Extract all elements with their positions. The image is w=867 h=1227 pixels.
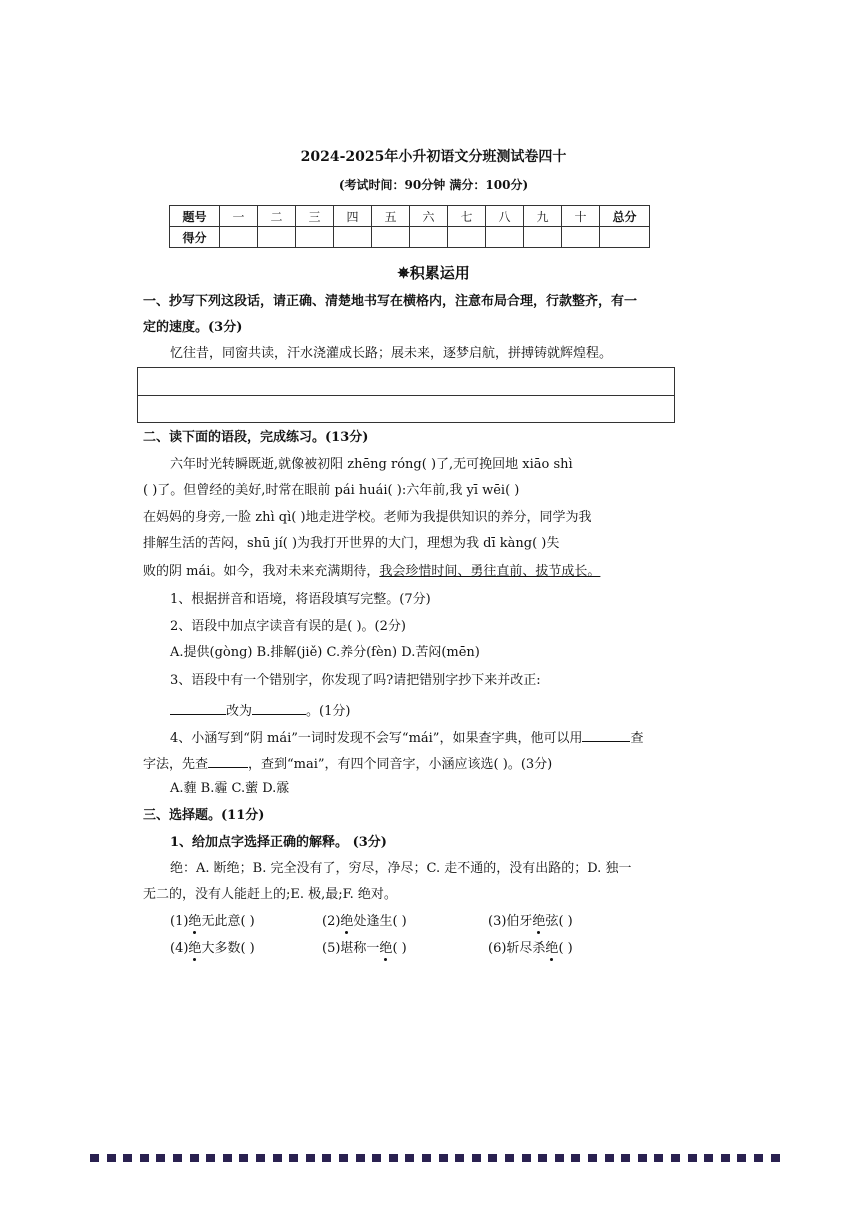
item-prefix: (3)伯牙 bbox=[488, 914, 533, 929]
border-dash bbox=[754, 1154, 763, 1162]
item-prefix: (4) bbox=[170, 941, 189, 956]
score-cell[interactable] bbox=[220, 227, 258, 248]
score-cell[interactable] bbox=[372, 227, 410, 248]
border-dash bbox=[737, 1154, 746, 1162]
border-dash bbox=[721, 1154, 730, 1162]
border-dash bbox=[123, 1154, 132, 1162]
border-dash bbox=[555, 1154, 564, 1162]
q1-prompt-line2: 定的速度。(3分) bbox=[143, 320, 243, 335]
score-cell[interactable] bbox=[562, 227, 600, 248]
dotted-char: 绝 bbox=[532, 914, 546, 929]
score-cell[interactable] bbox=[258, 227, 296, 248]
dotted-char: 绝 bbox=[340, 914, 354, 929]
q2-passage-line5 bbox=[143, 564, 600, 580]
border-dash bbox=[256, 1154, 265, 1162]
border-dash bbox=[223, 1154, 232, 1162]
row-label-question-number: 题号 bbox=[170, 206, 220, 227]
border-dash bbox=[571, 1154, 580, 1162]
col-1: 一 bbox=[220, 206, 258, 227]
q2-sub4-mid: ，查到“mai”，有四个同音字，小涵应该选( )。(3分) bbox=[248, 757, 553, 772]
border-dash bbox=[107, 1154, 116, 1162]
item-suffix: ( ) bbox=[392, 941, 407, 956]
border-dash bbox=[771, 1154, 780, 1162]
score-cell[interactable] bbox=[334, 227, 372, 248]
border-dash bbox=[140, 1154, 149, 1162]
border-dash bbox=[90, 1154, 99, 1162]
q2-sub3-answer-line bbox=[170, 700, 350, 720]
col-7: 七 bbox=[448, 206, 486, 227]
border-dash bbox=[322, 1154, 331, 1162]
exam-title: 2024-2025年小升初语文分班测试卷四十 bbox=[300, 149, 567, 165]
score-table bbox=[169, 205, 650, 248]
col-8: 八 bbox=[486, 206, 524, 227]
border-dash bbox=[588, 1154, 597, 1162]
score-cell[interactable] bbox=[486, 227, 524, 248]
writing-grid[interactable] bbox=[137, 367, 675, 423]
col-6: 六 bbox=[410, 206, 448, 227]
item-suffix: ( ) bbox=[558, 941, 573, 956]
q2-sub4-end: 查 bbox=[630, 731, 644, 746]
score-cell[interactable] bbox=[410, 227, 448, 248]
item-prefix: (2) bbox=[322, 914, 341, 929]
border-dash bbox=[173, 1154, 182, 1162]
item-suffix: 无此意( ) bbox=[201, 914, 255, 929]
border-dash bbox=[356, 1154, 365, 1162]
q2-underlined-sentence: 我会珍惜时间、勇往直前、拔节成长。 bbox=[379, 564, 601, 579]
q3-definition-line1: 绝：A. 断绝；B. 完全没有了，穷尽，净尽；C. 走不通的，没有出路的；D. 独一 bbox=[170, 861, 632, 876]
item-prefix: (6)斩尽杀 bbox=[488, 941, 546, 956]
border-dash bbox=[538, 1154, 547, 1162]
border-dash bbox=[306, 1154, 315, 1162]
score-table-header-row bbox=[170, 206, 650, 227]
q2-sub3: 3、语段中有一个错别字，你发现了吗?请把错别字抄下来并改正: bbox=[170, 673, 541, 688]
exam-subtitle: (考试时间：90分钟 满分：100分) bbox=[338, 178, 529, 192]
border-dash bbox=[505, 1154, 514, 1162]
border-dash bbox=[654, 1154, 663, 1162]
col-2: 二 bbox=[258, 206, 296, 227]
dotted-char: 绝 bbox=[188, 914, 202, 929]
answer-blank[interactable] bbox=[170, 700, 226, 715]
answer-blank[interactable] bbox=[252, 700, 306, 715]
q2-sub4-line1 bbox=[170, 727, 643, 747]
q2-passage-line5-text: 败的阴 mái。如今，我对未来充满期待， bbox=[143, 564, 380, 579]
col-total: 总分 bbox=[600, 206, 650, 227]
border-dash bbox=[605, 1154, 614, 1162]
score-cell[interactable] bbox=[524, 227, 562, 248]
border-dash bbox=[522, 1154, 531, 1162]
q3-item-1 bbox=[170, 914, 255, 930]
border-dash bbox=[621, 1154, 630, 1162]
q2-passage-line3: 在妈妈的身旁,一脸 zhì qì( )地走进学校。老师为我提供知识的养分，同学为我 bbox=[143, 510, 592, 525]
q2-sub4-options: A.薶 B.霾 C.藌 D.霡 bbox=[170, 781, 290, 796]
answer-blank[interactable] bbox=[208, 753, 248, 768]
q3-item-4 bbox=[170, 941, 255, 957]
q3-item-6 bbox=[488, 941, 573, 957]
item-prefix: (1) bbox=[170, 914, 189, 929]
score-table-score-row bbox=[170, 227, 650, 248]
border-dash bbox=[206, 1154, 215, 1162]
section-heading: ✵积累运用 bbox=[397, 264, 470, 282]
item-suffix: 处逢生( ) bbox=[353, 914, 407, 929]
q2-heading: 二、读下面的语段，完成练习。(13分) bbox=[143, 430, 369, 445]
border-dash bbox=[422, 1154, 431, 1162]
row-label-score: 得分 bbox=[170, 227, 220, 248]
col-4: 四 bbox=[334, 206, 372, 227]
answer-blank[interactable] bbox=[582, 727, 630, 742]
q2-passage-line4: 排解生活的苦闷，shū jí( )为我打开世界的大门，理想为我 dī kàng( )失 bbox=[143, 536, 560, 551]
border-dash bbox=[339, 1154, 348, 1162]
q2-sub1: 1、根据拼音和语境，将语段填写完整。(7分) bbox=[170, 592, 431, 607]
border-dash bbox=[472, 1154, 481, 1162]
writing-grid-divider bbox=[138, 395, 674, 396]
q1-prompt-line1: 一、抄写下列这段话，请正确、清楚地书写在横格内，注意布局合理，行款整齐，有一 bbox=[143, 294, 638, 309]
border-dash bbox=[638, 1154, 647, 1162]
border-dash bbox=[688, 1154, 697, 1162]
border-dash bbox=[156, 1154, 165, 1162]
q2-passage-line1: 六年时光转瞬既逝,就像被初阳 zhēng róng( )了,无可挽回地 xiāo shì bbox=[170, 457, 573, 472]
score-cell[interactable] bbox=[600, 227, 650, 248]
dotted-char: 绝 bbox=[188, 941, 202, 956]
q3-item-2 bbox=[322, 914, 407, 930]
q2-passage-line2: ( )了。但曾经的美好,时常在眼前 pái huái( ):六年前,我 yī wēi( ) bbox=[143, 483, 520, 498]
border-dash bbox=[439, 1154, 448, 1162]
q3-definition-line2: 无二的，没有人能赶上的;E. 极,最;F. 绝对。 bbox=[143, 887, 397, 902]
item-suffix: 大多数( ) bbox=[201, 941, 255, 956]
border-dash bbox=[405, 1154, 414, 1162]
q3-item-3 bbox=[488, 914, 573, 930]
border-dash bbox=[372, 1154, 381, 1162]
item-suffix: 弦( ) bbox=[545, 914, 573, 929]
border-dash bbox=[488, 1154, 497, 1162]
q2-sub2: 2、语段中加点字读音有误的是( )。(2分) bbox=[170, 619, 406, 634]
q2-sub3-change-label: 改为 bbox=[226, 704, 253, 719]
border-dash bbox=[273, 1154, 282, 1162]
bottom-dashed-border bbox=[90, 1154, 780, 1162]
border-dash bbox=[239, 1154, 248, 1162]
col-5: 五 bbox=[372, 206, 410, 227]
q2-sub2-options: A.提供(gòng) B.排解(jiě) C.养分(fèn) D.苦闷(mēn) bbox=[170, 645, 480, 660]
border-dash bbox=[671, 1154, 680, 1162]
q2-sub4-line2 bbox=[143, 753, 552, 773]
q3-sub1: 1、给加点字选择正确的解释。 (3分) bbox=[170, 835, 387, 850]
score-cell[interactable] bbox=[296, 227, 334, 248]
q2-sub4-text: 4、小涵写到“阴 mái”一词时发现不会写“mái”，如果查字典，他可以用 bbox=[170, 731, 583, 746]
col-10: 十 bbox=[562, 206, 600, 227]
item-prefix: (5)堪称一 bbox=[322, 941, 380, 956]
q2-sub4-pre: 字法，先查 bbox=[143, 757, 209, 772]
dotted-char: 绝 bbox=[379, 941, 393, 956]
col-3: 三 bbox=[296, 206, 334, 227]
dotted-char: 绝 bbox=[545, 941, 559, 956]
q2-sub3-points: 。(1分) bbox=[306, 704, 351, 719]
border-dash bbox=[389, 1154, 398, 1162]
score-cell[interactable] bbox=[448, 227, 486, 248]
q1-passage: 忆往昔，同窗共读，汗水浇灌成长路；展未来，逐梦启航，拼搏铸就辉煌程。 bbox=[170, 346, 613, 361]
q3-heading: 三、选择题。(11分) bbox=[143, 808, 265, 823]
border-dash bbox=[289, 1154, 298, 1162]
border-dash bbox=[190, 1154, 199, 1162]
q3-item-5 bbox=[322, 941, 407, 957]
border-dash bbox=[704, 1154, 713, 1162]
col-9: 九 bbox=[524, 206, 562, 227]
border-dash bbox=[455, 1154, 464, 1162]
